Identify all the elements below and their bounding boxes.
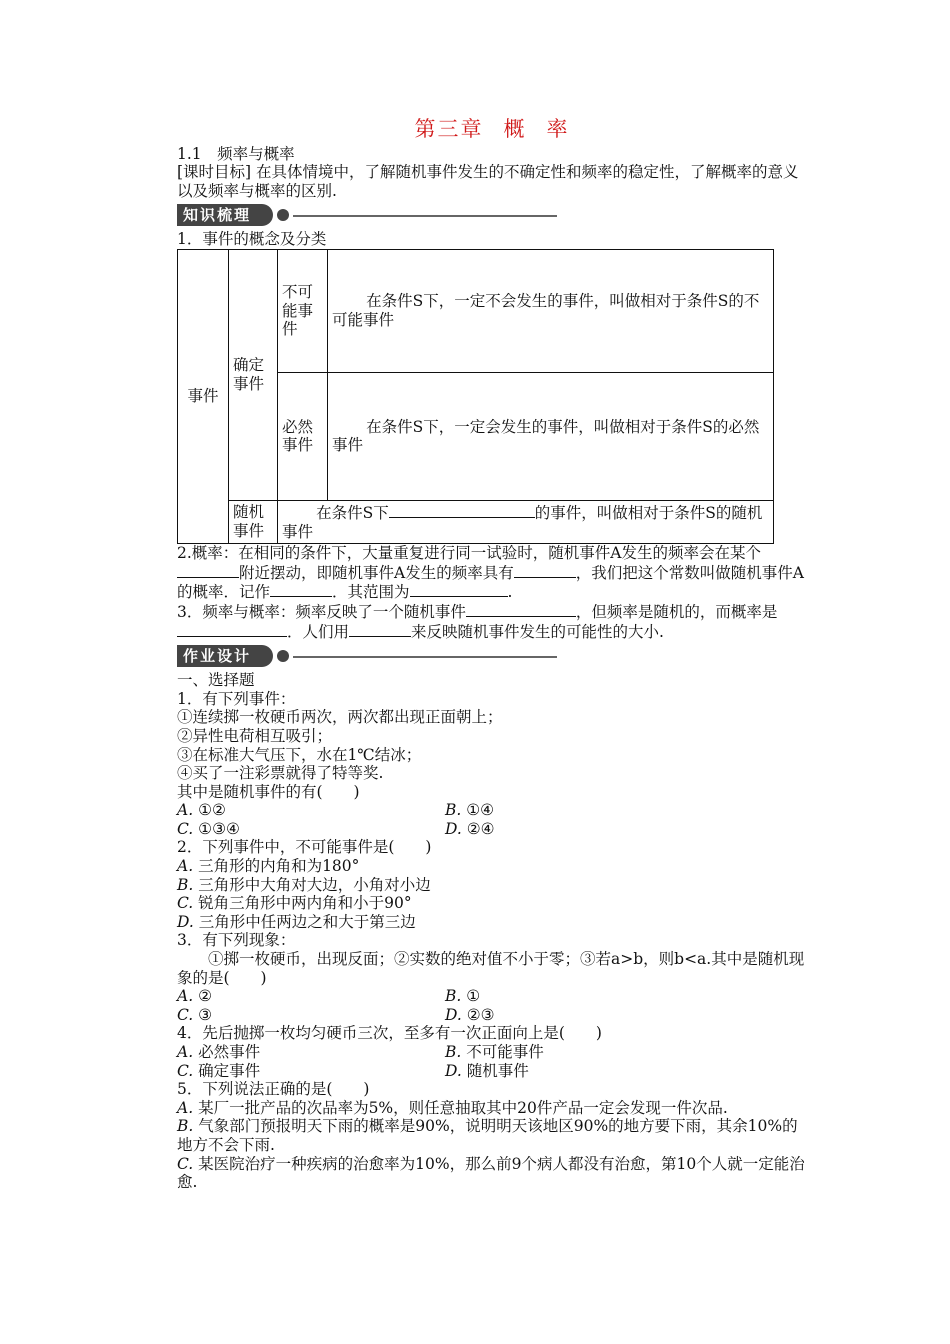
item1-title: 1．事件的概念及分类 (177, 230, 327, 249)
item2-probability: 2.概率：在相同的条件下，大量重复进行同一试验时，随机事件A发生的频率会在某个附近摆动，即随机事件A发生的频率具有 ，我们把这个常数叫做随机事件A的概率．记作 ．其范围为 . (177, 544, 804, 602)
section-bar-homework: 作业设计 (177, 645, 807, 667)
question-3: 3．有下列现象： ①掷一枚硬币，出现反面；②实数的绝对值不小于零；③若a>b，则b<a.其中是随机现象的是( ) A. ② B. ① C. ③ D. ②③ (177, 931, 805, 1024)
cell-impossible-label: 不可能事件 (278, 249, 328, 372)
question-5: 5．下列说法正确的是( ) A. 某厂一批产品的次品率为5%，则任意抽取其中20件产品一定会发现一件次品. B. 气象部门预报明天下雨的概率是90%，说明明天该地区90%的地方要下雨，其余10%的地方不会下雨. C. 某医院治疗一种疾病的治愈率为10%，那么前9个病人都没有治愈，第10个人就一定能治愈. (177, 1080, 805, 1192)
cell-sure-label: 必然事件 (278, 372, 328, 500)
part-heading: 一、选择题 (177, 671, 255, 690)
question-1: 1．有下列事件： ①连续掷一枚硬币两次，两次都出现正面朝上； ②异性电荷相互吸引； ③在标准大气压下，水在1℃结冰； ④买了一注彩票就得了特等奖. 其中是随机事件的有( ) A. ①② B. ①④ C. ①③④ D. ②④ (177, 689, 503, 838)
item3-frequency-probability: 3．频率与概率：频率反映了一个随机事件 ，但频率是随机的，而概率是．人们用 来反映随机事件发生的可能性的大小. (177, 602, 778, 641)
cell-impossible-text: 在条件S下，一定不会发生的事件，叫做相对于条件S的不可能事件 (328, 249, 774, 372)
event-classification-table (177, 249, 774, 544)
cell-random-label: 随机事件 (229, 500, 278, 543)
chapter-title: 第三章 概 率 (414, 117, 570, 141)
lesson-objective: [课时目标] 在具体情境中，了解随机事件发生的不确定性和频率的稳定性，了解概率的意义以及频率与概率的区别. (177, 163, 799, 200)
cell-certain-event: 确定事件 (229, 249, 278, 500)
cell-sure-text: 在条件S下，一定会发生的事件，叫做相对于条件S的必然事件 (328, 372, 774, 500)
question-2: 2．下列事件中，不可能事件是( ) A. 三角形的内角和为180° B. 三角形中大角对大边，小角对小边 C. 锐角三角形中两内角和小于90° D. 三角形中任两边之和大于第三边 (177, 838, 432, 931)
question-4: 4．先后抛掷一枚均匀硬币三次，至多有一次正面向上是( ) A. 必然事件 B. 不可能事件 C. 确定事件 D. 随机事件 (177, 1024, 602, 1080)
cell-event: 事件 (178, 249, 229, 543)
worksheet-page (177, 117, 807, 1192)
cell-random-text: 在条件S下 的事件，叫做相对于条件S的随机事件 (278, 500, 774, 543)
section-heading: 1.1 频率与概率 (177, 144, 295, 163)
section-bar-knowledge: 知识梳理 (177, 204, 807, 226)
